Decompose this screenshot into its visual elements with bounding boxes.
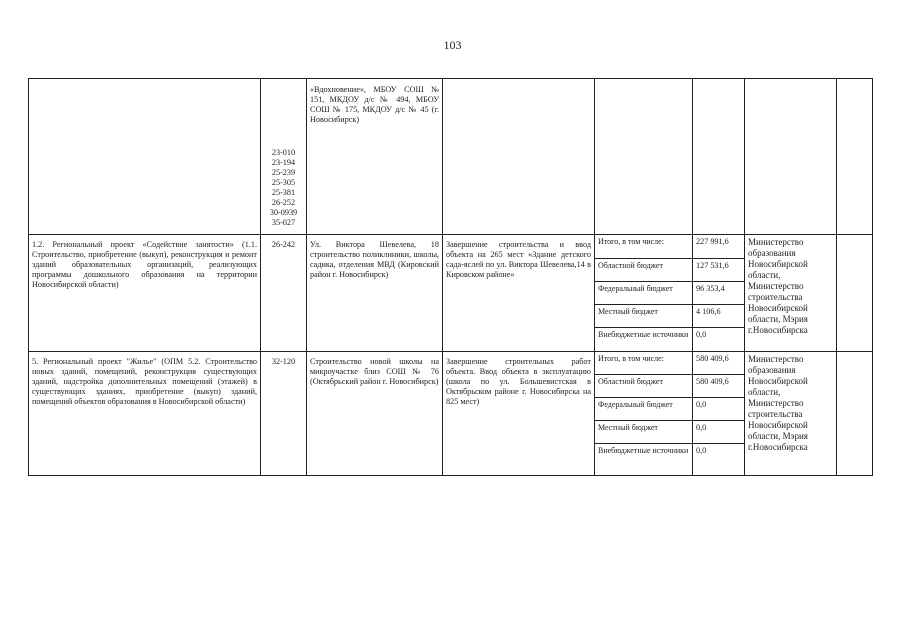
finance-label: Внебюджетные источники bbox=[595, 328, 693, 352]
code-item: 23-010 bbox=[271, 148, 296, 157]
result-cell bbox=[443, 79, 595, 235]
code-item: 25-305 bbox=[271, 178, 296, 187]
extra-cell bbox=[837, 235, 873, 352]
finance-value: 580 409,6 bbox=[693, 375, 745, 398]
finance-value: 127 531,6 bbox=[693, 259, 745, 282]
object-cell: «Вдохновение», МБОУ СОШ № 151, МКДОУ д/с № 494, МБОУ СОШ № 175, МКДОУ д/с № 45 (г. Новосибирск) bbox=[307, 79, 443, 235]
code-cell bbox=[261, 79, 307, 235]
page-number: 103 bbox=[443, 38, 462, 52]
executor-cell bbox=[745, 79, 837, 235]
table-row bbox=[29, 352, 873, 375]
program-table bbox=[28, 78, 873, 476]
finance-label: Внебюджетные источники bbox=[595, 444, 693, 476]
code-item: 23-194 bbox=[271, 158, 296, 167]
code-item: 25-381 bbox=[271, 188, 296, 197]
finance-value: 580 409,6 bbox=[693, 352, 745, 375]
finance-label: Областной бюджет bbox=[595, 375, 693, 398]
result-description: Завершение строительных работ объекта. Ввод объекта в эксплуатацию (школа по ул. Большевистская в Октябрьском районе г. Новосибирска на 825 мест) bbox=[443, 352, 595, 476]
finance-label: Местный бюджет bbox=[595, 305, 693, 328]
finance-value: 4 106,6 bbox=[693, 305, 745, 328]
finance-value: 0,0 bbox=[693, 444, 745, 476]
code-item: 30-0939 bbox=[269, 208, 298, 217]
finance-label: Итого, в том числе: bbox=[595, 235, 693, 259]
finance-value: 96 353,4 bbox=[693, 282, 745, 305]
finance-value: 227 991,6 bbox=[693, 235, 745, 259]
finance-value-cell bbox=[693, 79, 745, 235]
finance-label: Федеральный бюджет bbox=[595, 282, 693, 305]
extra-cell bbox=[837, 352, 873, 476]
object-description: Строительство новой школы на микроучастке близ СОШ № 76 (Октябрьский район г. Новосибирск) bbox=[307, 352, 443, 476]
executors: Министерство образования Новосибирской области, Министерство строительства Новосибирской области, Мэрия г.Новосибирска bbox=[745, 235, 837, 352]
table-row bbox=[29, 79, 873, 235]
result-description: Завершение строительства и ввод объекта на 265 мест «Здание детского сада-яслей по ул. Виктора Шевелева,14 в Кировском районе» bbox=[443, 235, 595, 352]
project-title: 1.2. Региональный проект «Содействие занятости» (1.1. Строительство, приобретение (выкуп), реконструкция и ремонт зданий образовательных организаций, реализующих программы дошкольного образования на территории Новосибирской области) bbox=[29, 235, 261, 352]
finance-label: Федеральный бюджет bbox=[595, 398, 693, 421]
code-item: 35-027 bbox=[271, 218, 296, 227]
extra-cell bbox=[837, 79, 873, 235]
title-cell bbox=[29, 79, 261, 235]
finance-label: Итого, в том числе: bbox=[595, 352, 693, 375]
code-item: 26-252 bbox=[271, 198, 296, 207]
object-description: Ул. Виктора Шевелева, 18 строительство поликлиники, школы, садика, отделения МВД (Кировский район г. Новосибирск) bbox=[307, 235, 443, 352]
project-code: 26-242 bbox=[261, 235, 307, 352]
code-list bbox=[264, 148, 303, 228]
finance-label-cell bbox=[595, 79, 693, 235]
project-code: 32-120 bbox=[261, 352, 307, 476]
finance-label: Областной бюджет bbox=[595, 259, 693, 282]
finance-value: 0,0 bbox=[693, 421, 745, 444]
finance-label: Местный бюджет bbox=[595, 421, 693, 444]
project-title: 5. Региональный проект "Жилье" (ОПМ 5.2. Строительство новых зданий, помещений, реконструкция существующих зданий, надстройка дополнительных помещений (этажей) в существующих зданиях, приобретение (выкуп) зданий, помещений объектов образования в Новосибирской области) bbox=[29, 352, 261, 476]
code-item: 25-239 bbox=[271, 168, 296, 177]
finance-value: 0,0 bbox=[693, 398, 745, 421]
table-row bbox=[29, 235, 873, 259]
executors: Министерство образования Новосибирской области, Министерство строительства Новосибирской области, Мэрия г.Новосибирска bbox=[745, 352, 837, 476]
finance-value: 0,0 bbox=[693, 328, 745, 352]
